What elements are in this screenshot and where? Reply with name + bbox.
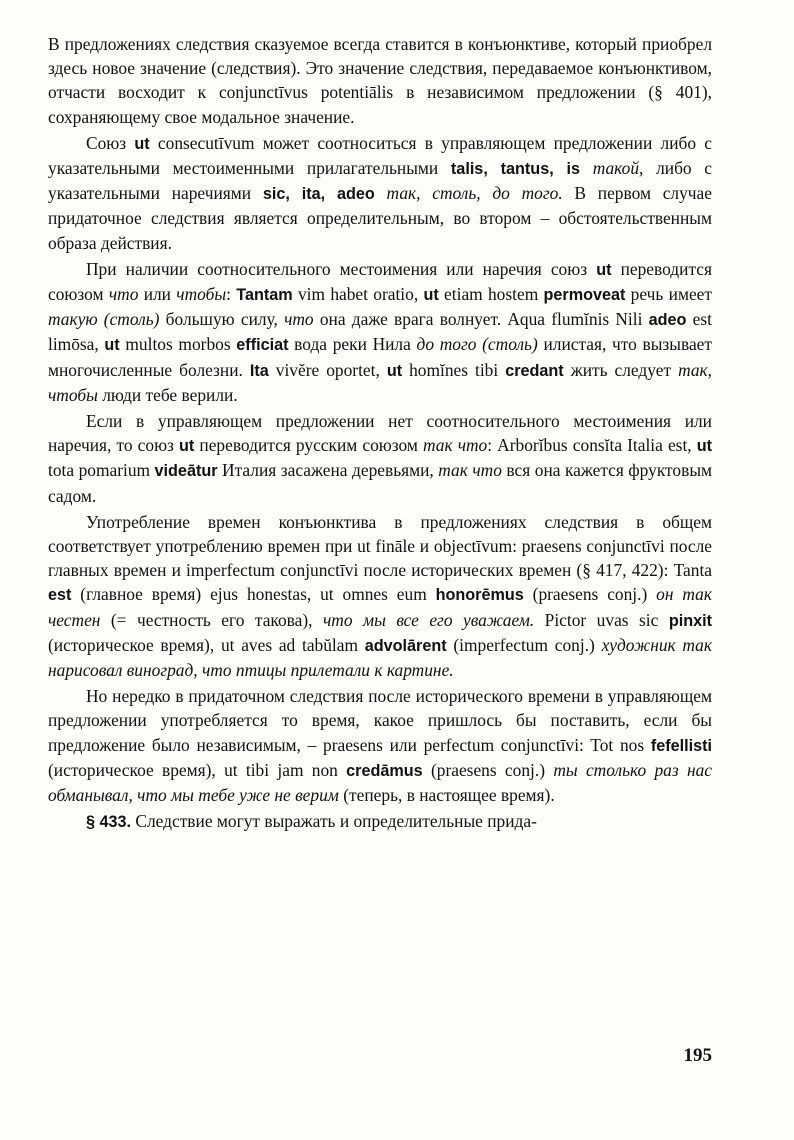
- bold-term: adeo: [648, 311, 687, 330]
- paragraph: [48, 684, 712, 807]
- text-run: etiam hostem: [438, 284, 544, 305]
- bold-term: Ita: [249, 361, 269, 380]
- paragraph: [48, 809, 712, 834]
- paragraph: [48, 257, 712, 407]
- text-run: multos morbos: [119, 334, 237, 355]
- bold-term: fefellisti: [650, 736, 712, 755]
- text-run: При наличии соотносительного местоимения или наречия союз: [86, 258, 597, 279]
- text-run: Следствие могут выражать и определительные прида-: [131, 811, 537, 832]
- bold-term: permoveat: [543, 286, 626, 305]
- bold-term: videātur: [154, 462, 218, 481]
- italic-translation: так, чтобы: [48, 359, 713, 405]
- italic-translation: он так честен: [48, 584, 712, 630]
- bold-term: ut: [104, 336, 120, 355]
- text-run: vivĕre oportet,: [268, 359, 387, 380]
- italic-translation: такой,: [592, 158, 644, 179]
- text-run: или: [138, 284, 177, 305]
- text-run: (теперь, в настоящее время).: [338, 785, 555, 806]
- bold-term: Tantam: [236, 286, 293, 305]
- bold-term: advolārent: [364, 636, 447, 655]
- text-run: :: [226, 284, 237, 305]
- text-run: Союз: [86, 132, 135, 153]
- text-run: Pictor uvas sic: [534, 609, 669, 630]
- bold-term: ut: [596, 260, 612, 279]
- text-run: В первом случае придаточное следствия является определительным, во втором – обстоятельственным образа действия.: [48, 183, 712, 253]
- text-run: люди тебе верили.: [97, 384, 238, 405]
- text-run: вода реки Нила: [288, 334, 417, 355]
- italic-translation: так что: [423, 435, 488, 456]
- text-run: [580, 158, 593, 178]
- page-number: 195: [683, 1045, 712, 1066]
- text-run: речь имеет: [625, 284, 712, 305]
- paragraph: [48, 409, 712, 508]
- page-body: [48, 32, 712, 1112]
- italic-translation: такую (столь): [48, 309, 160, 330]
- text-run: (историческое время), ut aves ad tabŭlam: [48, 634, 365, 655]
- text-run: Если в управляющем предложении нет соотносительного местоимения или наречия, то союз: [48, 411, 712, 456]
- text-run: вся она кажется фруктовым садом.: [48, 460, 713, 506]
- bold-term: ut: [179, 437, 195, 456]
- bold-term: talis, tantus, is: [450, 160, 581, 179]
- text-run: В предложениях следствия сказуемое всегда ставится в конъюнктиве, который приобрел здесь новое значение (следствия). Это значение следствия, передаваемое конъюнктивом, отчасти восходит к conjunctīvus potentiālis в независимом предложении (§ 401), сохраняющему свое модальное значение.: [48, 34, 712, 127]
- text-run: переводится русским союзом: [194, 435, 423, 456]
- text-run: (praesens conj.): [523, 584, 657, 605]
- bold-term: ut: [696, 437, 712, 456]
- text-run: жить следует: [563, 359, 679, 380]
- italic-translation: до того (столь): [416, 334, 538, 355]
- text-run: consecutīvum может соотноситься в управляющем предложении либо с указательными местоименными прилагательными: [48, 132, 712, 179]
- text-run: Италия засажена деревьями,: [217, 460, 439, 481]
- text-run: [375, 183, 387, 203]
- paragraph: [48, 510, 712, 682]
- italic-translation: ты столько раз нас обманывал, что мы тебе уже не верим: [48, 759, 712, 806]
- paragraph: [48, 32, 712, 129]
- italic-translation: что мы все его уважаем.: [322, 609, 535, 630]
- bold-term: credant: [505, 361, 564, 380]
- text-run: (imperfectum conj.): [446, 634, 602, 655]
- paragraph: [48, 131, 712, 255]
- bold-term: honorēmus: [435, 586, 524, 605]
- italic-translation: так что: [438, 460, 502, 481]
- text-run: либо с указательными наречиями: [48, 158, 713, 204]
- text-run: (= честность его такова),: [100, 609, 323, 630]
- italic-translation: художник так нарисовал виноград, что птицы прилетали к картине.: [48, 634, 712, 681]
- text-run: Но нередко в придаточном следствия после исторического времени в управляющем предложении употребляется то время, какое пришлось бы поставить, если бы предложение было независимым, – praesens или perfectum conjunctīvi: Tot nos: [48, 686, 712, 755]
- italic-translation: чтобы: [176, 284, 227, 305]
- text-run: Употребление времен конъюнктива в предложениях следствия в общем соответствует употреблению времен при ut fināle и objectīvum: praesens conjunctīvi после главных времен и imperfectum conjunctīvi после исторических времен (§ 417, 422): Tanta: [48, 511, 712, 581]
- text-run: большую силу,: [159, 309, 285, 330]
- bold-term: ut: [134, 134, 150, 153]
- text-run: homĭnes tibi: [402, 359, 506, 380]
- text-run: (praesens conj.): [422, 759, 554, 780]
- italic-translation: так, столь, до того.: [386, 183, 563, 204]
- text-run: : Arborĭbus consĭta Italia est,: [487, 435, 697, 456]
- text-run: илистая, что вызывает многочисленные болезни.: [48, 334, 712, 380]
- bold-term: sic, ita, adeo: [262, 185, 375, 204]
- bold-term: est: [48, 586, 72, 605]
- bold-term: pinxit: [668, 611, 712, 630]
- text-run: tota pomarium: [48, 460, 155, 481]
- italic-translation: что: [108, 284, 139, 305]
- italic-translation: что: [284, 309, 314, 330]
- text-run: (историческое время), ut tibi jam non: [48, 759, 347, 780]
- text-run: est limōsa,: [48, 309, 712, 355]
- bold-term: ut: [423, 286, 439, 305]
- bold-term: ut: [386, 361, 403, 380]
- bold-term: credāmus: [346, 761, 423, 780]
- text-run: переводится союзом: [48, 258, 712, 305]
- bold-term: efficiat: [236, 336, 289, 355]
- bold-term: § 433.: [86, 813, 132, 832]
- text-run: (главное время) ejus honestas, ut omnes eum: [71, 584, 436, 605]
- text-run: vim habet oratio,: [292, 284, 424, 305]
- text-run: она даже врага волнует. Aqua flumĭnis Nili: [313, 309, 649, 330]
